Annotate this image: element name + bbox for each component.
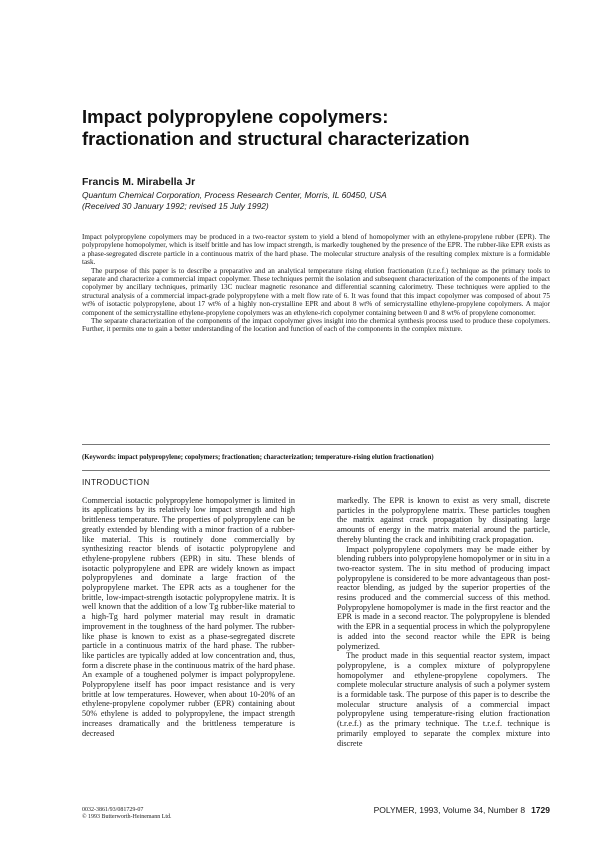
- abstract-paragraph-3: The separate characterization of the components of the impact copolymer gives insight into the chemical synthesis process used to produce these copolymers. Further, it permits one to gain a better understanding of the location and function of each of the components in the complex mixture.: [82, 317, 550, 334]
- affiliation: [82, 190, 502, 212]
- journal-citation: POLYMER, 1993, Volume 34, Number 8: [373, 805, 526, 815]
- paper-title: [82, 106, 552, 150]
- issn-code: 0032-3861/93/081729-07: [82, 807, 144, 813]
- left-column: [82, 478, 295, 738]
- affiliation-institution: Quantum Chemical Corporation, Process Research Center, Morris, IL 60450, USA: [82, 190, 387, 200]
- keywords: (Keywords: impact polypropylene; copolymers; fractionation; characterization; temperature-rising elution fractionation): [82, 454, 434, 461]
- abstract: [82, 233, 550, 334]
- abstract-paragraph-1: Impact polypropylene copolymers may be produced in a two-reactor system to yield a blend of homopolymer with an ethylene-propylene rubber (EPR). The polypropylene homopolymer, which is itself brittle and has low impact strength, is markedly toughened by the presence of the EPR. The rubber-like EPR exists as a phase-segregated discrete particle in a continuous matrix of the hard phase. The molecular structure analysis of the resulting complex mixture is a formidable task.: [82, 233, 550, 267]
- right-column: [337, 496, 550, 748]
- author-name: Francis M. Mirabella Jr: [82, 176, 196, 188]
- title-line-2: fractionation and structural characterization: [82, 128, 470, 149]
- journal-footer: [374, 805, 550, 815]
- intro-left-paragraph-1: Commercial isotactic polypropylene homopolymer is limited in its applications by its relatively low impact strength and high brittleness temperature. The properties of polypropylene can be greatly extended by blending with a minor fraction of a rubber-like material. This is routinely done commercially by synthesizing reactor blends of isotactic polypropylene and ethylene-propylene rubbers (EPR) in situ. These blends of isotactic polypropylene and EPR are widely known as impact polypropylenes and dominate a large fraction of the polypropylene market. The EPR acts as a toughener for the brittle, low-impact-strength isotactic polypropylene matrix. It is well known that the addition of a low Tg rubber-like material to a high-Tg hard polymer material may result in dramatic improvement in the toughness of the hard polymer. The rubber-like phase is known to exist as a phase-segregated discrete particle in a continuous matrix of the hard phase. The rubber-like particles are typically added at low concentration and, thus, form a discrete phase in the continuous matrix of the hard phase. An example of a toughened polymer is impact polypropylene. Polypropylene itself has poor impact resistance and is very brittle at low temperatures. However, when about 10-20% of an ethylene-propylene copolymer rubber (EPR) containing about 50% ethylene is added to polypropylene, the impact strength increases dramatically and the brittleness temperature is decreased: [82, 495, 295, 738]
- intro-right-paragraph-1: markedly. The EPR is known to exist as very small, discrete particles in the polypropylene matrix. These particles toughen the matrix against crack propagation by dissipating large amounts of energy in the matrix material around the particle, thereby blunting the crack and inhibiting crack propagation.: [337, 496, 550, 544]
- copyright-notice: © 1993 Butterworth-Heinemann Ltd.: [82, 814, 172, 821]
- abstract-paragraph-2: The purpose of this paper is to describe a preparative and an analytical temperature rising elution fractionation (t.r.e.f.) technique as the primary tools to separate and characterize a commercial impact copolymer. These techniques permit the isolation and subsequent characterization of the components of the impact copolymer by ancillary techniques, primarily 13C nuclear magnetic resonance and differential scanning calorimetry. These techniques were applied to the structural analysis of a commercial impact-grade polypropylene with a melt flow rate of 6. It was found that this impact copolymer was composed of about 75 wt% of isotactic polypropylene, about 17 wt% of a highly non-crystalline EPR and about 8 wt% of semicrystalline ethylene-propylene copolymers. A major component of the semicrystalline ethylene-propylene copolymers was an ethylene-rich copolymer containing between 0 and 8 wt% of propylene comonomer.: [82, 266, 550, 317]
- copyright-block: [82, 807, 172, 821]
- title-line-1: Impact polypropylene copolymers:: [82, 106, 389, 127]
- abstract-divider: [82, 444, 550, 445]
- intro-right-paragraph-3: The product made in this sequential reactor system, impact polypropylene, is a complex mixture of polypropylene homopolymer and ethylene-propylene copolymers. The complete molecular structure analysis of such a polymer system is a formidable task. The purpose of this paper is to describe the molecular structure analysis of a commercial impact polypropylene using temperature-rising elution fractionation (t.r.e.f.) as the primary technique. The t.r.e.f. technique is primarily employed to separate the complex mixture into discrete: [337, 651, 550, 748]
- intro-right-paragraph-2: Impact polypropylene copolymers may be made either by blending rubbers into polypropylene homopolymer or in situ in a two-reactor system. The in situ method of producing impact polypropylene is considered to be more advantageous than post-reactor blending, as judged by the superior properties of the resins produced and the commercial success of this method. Polypropylene homopolymer is made in the first reactor and the EPR is made in a second reactor. The polypropylene is blended with the EPR in a sequential process in which the polypropylene is added into the second reactor while the EPR is being polymerized.: [337, 544, 550, 651]
- page-number: 1729: [531, 805, 550, 815]
- section-heading-introduction: INTRODUCTION: [82, 478, 150, 487]
- received-dates: (Received 30 January 1992; revised 15 July 1992): [82, 201, 269, 211]
- keywords-divider: [82, 470, 550, 471]
